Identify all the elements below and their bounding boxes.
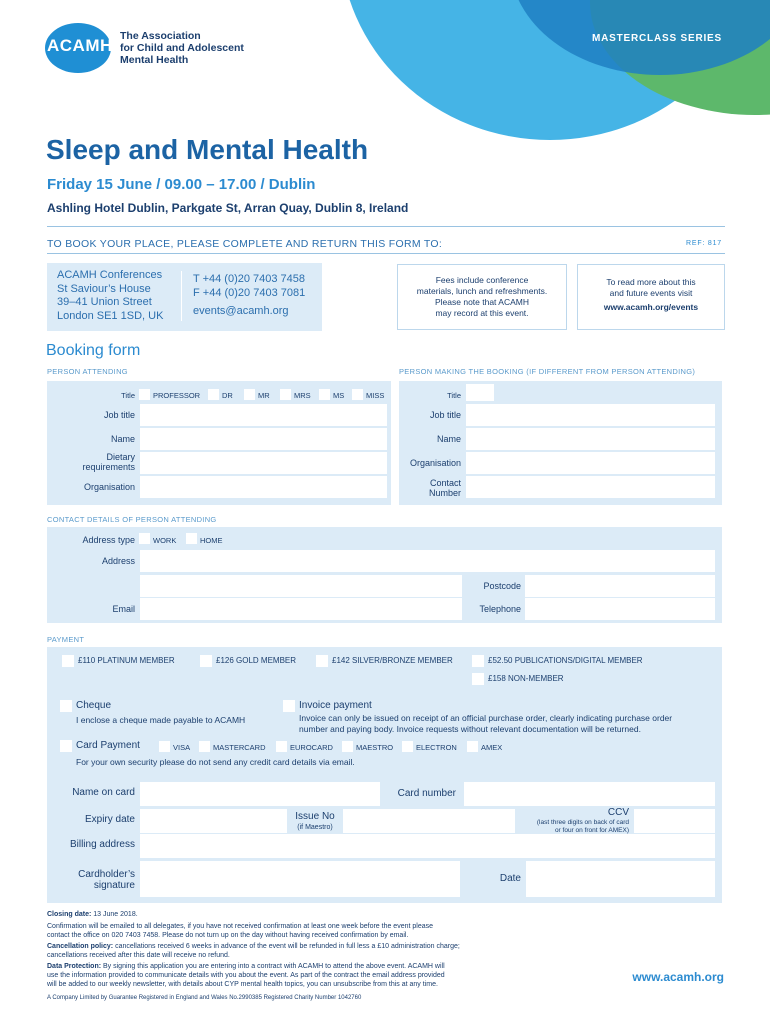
ccv-field[interactable] [634,809,715,833]
address-type-label: Address type [82,535,135,545]
date-field[interactable] [526,861,715,897]
person-making-heading: PERSON MAKING THE BOOKING (IF DIFFERENT FROM PERSON ATTENDING) [399,367,696,376]
cancellation-line: cancellations received 6 weeks in advance of the event will be refunded in full less a £10 administration charge; [113,943,460,950]
dietary-field[interactable] [140,452,387,474]
address-field-line2[interactable] [140,575,462,597]
payment-heading: PAYMENT [47,635,85,644]
postcode-label: Postcode [483,581,521,591]
invoice-note [299,713,672,735]
postcode-field[interactable] [525,575,715,597]
closing-date-value: 13 June 2018. [91,911,138,918]
invoice-note-line: number and paying body. Invoice requests without relevant documentation will be returned. [299,724,641,734]
fee-option: £110 PLATINUM MEMBER [78,656,175,665]
title-option: MS [333,391,345,400]
fax: F +44 (0)20 7403 7081 [193,286,306,299]
card-option: AMEX [481,743,503,752]
booker-job-title-label: Job title [429,410,461,420]
closing-date-label: Closing date: [47,911,92,918]
fee-silver-checkbox[interactable] [316,655,328,667]
card-option: MASTERCARD [213,743,266,752]
title-option: MR [258,391,270,400]
contact-number-label [400,478,461,498]
invoice-label: Invoice payment [299,700,372,711]
dietary-label [55,452,135,472]
name-field[interactable] [140,428,387,450]
name-on-card-label: Name on card [72,787,135,798]
ccv-label-text: CCV [607,807,629,818]
title-dr-checkbox[interactable] [208,389,219,400]
cancellation-policy [47,942,460,960]
contact-number-label-line: Number [428,488,461,498]
date-label: Date [499,873,521,884]
booker-job-title-field[interactable] [466,404,715,426]
issue-no-sub: (if Maestro) [297,824,333,831]
series-label: MASTERCLASS SERIES [592,33,722,44]
ccv-label [517,808,629,835]
closing-date [47,910,138,919]
home-checkbox[interactable] [186,533,197,544]
more-info-box [577,264,725,330]
billing-address-label: Billing address [69,839,135,850]
signature-field[interactable] [140,861,460,897]
title-option: PROFESSOR [153,391,201,400]
data-protection-line: By signing this application you are entering into a contract with ACAMH to attend the above event. ACAMH will [101,963,445,970]
more-info-line: To read more about this [606,277,696,287]
work-checkbox[interactable] [139,533,150,544]
fee-option: £142 SILVER/BRONZE MEMBER [332,656,453,665]
postal-address [57,269,163,323]
person-attending-heading: PERSON ATTENDING [47,367,128,376]
org-name [120,30,244,66]
work-option: WORK [153,536,177,545]
billing-address-field[interactable] [140,834,715,858]
event-title: Sleep and Mental Health [46,134,369,165]
title-option: MRS [294,391,311,400]
fee-option: £158 NON-MEMBER [488,674,564,683]
booking-form-title: Booking form [46,342,141,359]
address-label: Address [101,556,135,566]
email-field[interactable] [140,598,462,620]
card-number-label: Card number [397,788,456,799]
issue-no-field[interactable] [343,809,515,833]
ref-number: REF: 817 [686,240,722,247]
booker-organisation-field[interactable] [466,452,715,474]
fees-note-line: may record at this event. [435,308,529,318]
telephone-field[interactable] [525,598,715,620]
ccv-sub: or four on front for AMEX) [554,827,629,834]
fee-non-member-checkbox[interactable] [472,673,484,685]
dietary-label-line: Dietary [106,452,135,462]
dietary-label-line: requirements [82,462,135,472]
phone: T +44 (0)20 7403 7458 [193,273,306,285]
title-ms-checkbox[interactable] [319,389,330,400]
booker-name-label: Name [436,434,461,444]
contact-box [47,263,322,331]
address-line: ACAMH Conferences [57,269,163,281]
confirmation-line: contact the office on 020 7403 7458. Please do not turn up on the day without having received confirmation by email. [47,932,409,939]
card-option: MAESTRO [356,743,394,752]
title-option: DR [222,391,233,400]
divider [47,253,725,254]
fee-gold-checkbox[interactable] [200,655,212,667]
signature-label-line: signature [93,880,135,891]
org-name-line1: The Association [120,30,201,42]
organisation-label: Organisation [83,482,135,492]
fee-option: £126 GOLD MEMBER [216,656,297,665]
title-option: MISS [366,391,385,400]
card-number-field[interactable] [464,782,715,806]
contact-details-heading: CONTACT DETAILS OF PERSON ATTENDING [47,515,217,524]
event-date: Friday 15 June / 09.00 – 17.00 / Dublin [47,176,316,193]
logo-text: ACAMH [47,36,113,55]
booker-name-field[interactable] [466,428,715,450]
card-payment-label: Card Payment [76,740,140,751]
fee-platinum-checkbox[interactable] [62,655,74,667]
electron-checkbox[interactable] [402,741,413,752]
issue-no-label [291,811,339,833]
name-on-card-field[interactable] [140,782,380,806]
events-link[interactable]: www.acamh.org/events [603,302,699,312]
address-line: London SE1 1SD, UK [57,309,164,322]
telephone-label: Telephone [479,604,521,614]
title-miss-checkbox[interactable] [352,389,363,400]
data-protection-line: will be added to our weekly newsletter, with details about CYP mental health topics, you can unsubscribe from this at any time. [47,981,438,988]
home-option: HOME [200,536,223,545]
expiry-label: Expiry date [84,814,135,825]
email-link[interactable]: events@acamh.org [193,305,289,317]
company-registration: A Company Limited by Guarantee Registered in England and Wales No.2990385 Registered Charity Number 1042760 [47,995,362,1001]
booker-title-label: Title [447,391,461,400]
job-title-label: Job title [103,410,135,420]
cheque-note: I enclose a cheque made payable to ACAMH [76,715,246,725]
contact-number-label-line: Contact [429,478,461,488]
issue-no-label-text: Issue No [295,811,335,822]
cheque-label: Cheque [76,700,112,711]
fee-option: £52.50 PUBLICATIONS/DIGITAL MEMBER [488,656,643,665]
expiry-field[interactable] [140,809,287,833]
signature-label-line: Cardholder’s [78,869,135,880]
website-link[interactable]: www.acamh.org [632,970,724,984]
name-label: Name [110,434,135,444]
confirmation-line: Confirmation will be emailed to all delegates, if you have not received confirmation at least one week before the event please [47,923,434,930]
eurocard-checkbox[interactable] [276,741,287,752]
visa-checkbox[interactable] [159,741,170,752]
title-professor-checkbox[interactable] [139,389,150,400]
data-protection-line: use the information provided to communicate details with you about the event. As part of the contract the email address provided [47,972,445,979]
phone-numbers [193,273,305,300]
security-note: For your own security please do not send any credit card details via email. [76,757,355,767]
job-title-field[interactable] [140,404,387,426]
booking-instruction: TO BOOK YOUR PLACE, PLEASE COMPLETE AND RETURN THIS FORM TO: [47,238,443,250]
event-venue: Ashling Hotel Dublin, Parkgate St, Arran Quay, Dublin 8, Ireland [47,201,409,215]
separator [181,271,182,321]
card-option: EUROCARD [290,743,333,752]
contact-number-field[interactable] [466,476,715,498]
title-mr-checkbox[interactable] [244,389,255,400]
cancellation-line: cancellations received after this date will receive no refund. [47,952,230,959]
organisation-field[interactable] [140,476,387,498]
confirmation-note [47,922,433,940]
invoice-checkbox[interactable] [283,700,295,712]
email-label: Email [112,604,135,614]
org-name-line2: for Child and Adolescent [120,42,244,54]
mastercard-checkbox[interactable] [199,741,210,752]
fees-note-line: Fees include conference [435,275,529,285]
card-option: ELECTRON [416,743,457,752]
title-label: Title [121,391,135,400]
card-option: VISA [173,743,191,752]
address-line: 39–41 Union Street [57,296,152,308]
address-line: St Saviour’s House [57,282,151,295]
fees-note-line: Please note that ACAMH [434,297,530,307]
signature-label [55,869,135,891]
booker-title-field[interactable] [466,384,494,401]
fees-note-box [397,264,567,330]
title-mrs-checkbox[interactable] [280,389,291,400]
address-field[interactable] [140,550,715,572]
ccv-sub: (last three digits on back of card [536,819,629,826]
org-name-line3: Mental Health [120,54,189,66]
data-protection [47,962,445,989]
amex-checkbox[interactable] [467,741,478,752]
cheque-checkbox[interactable] [60,700,72,712]
fees-note-line: materials, lunch and refreshments. [416,286,548,296]
booker-organisation-label: Organisation [409,458,461,468]
more-info-line: and future events visit [609,288,693,298]
fee-publications-checkbox[interactable] [472,655,484,667]
cancellation-label: Cancellation policy: [47,943,114,950]
data-protection-label: Data Protection: [47,963,102,970]
invoice-note-line: Invoice can only be issued on receipt of an official purchase order, clearly indicating purchase order [299,713,673,723]
card-payment-checkbox[interactable] [60,740,72,752]
maestro-checkbox[interactable] [342,741,353,752]
divider [47,226,725,227]
